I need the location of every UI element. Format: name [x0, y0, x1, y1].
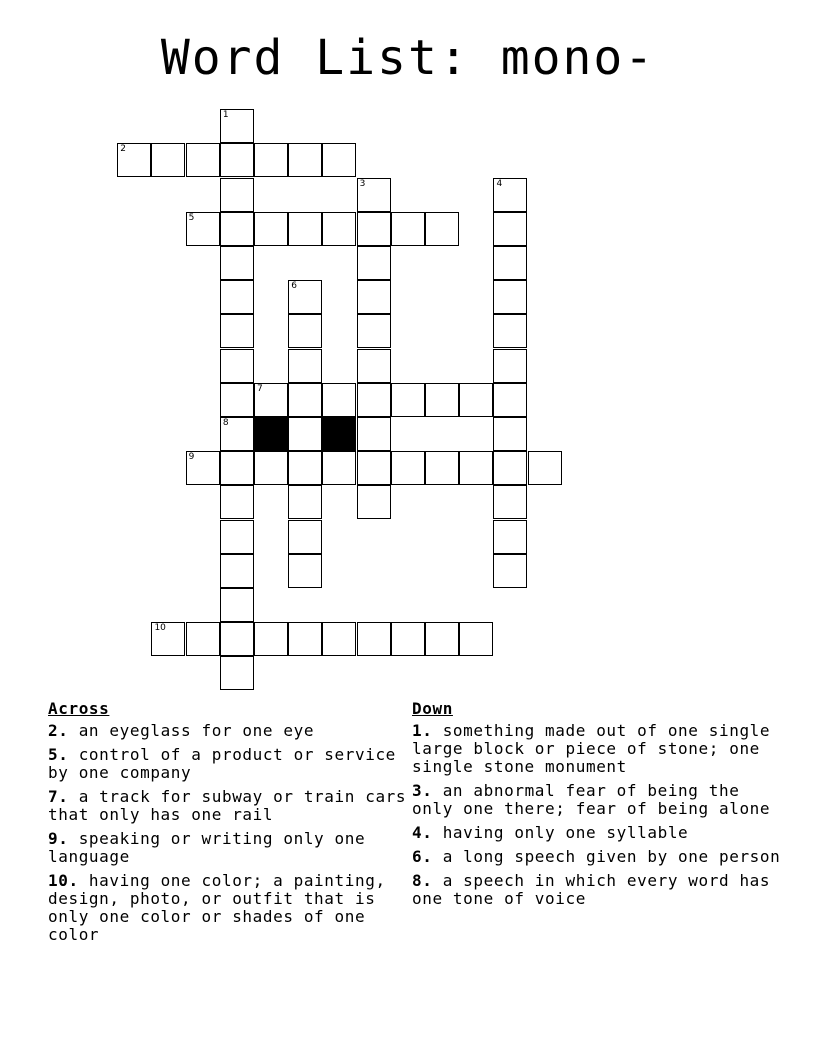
- grid-cell[interactable]: [493, 554, 527, 588]
- clue-text: something made out of one single large block or piece of stone; one single stone monument: [412, 721, 771, 776]
- grid-cell[interactable]: [254, 143, 288, 177]
- grid-cell[interactable]: [357, 383, 391, 417]
- clue-number-label: 9.: [48, 829, 69, 848]
- grid-cell[interactable]: [357, 178, 391, 212]
- clue-number: 3: [359, 178, 366, 189]
- grid-cell[interactable]: [220, 314, 254, 348]
- down-clue: [412, 824, 782, 842]
- grid-cell[interactable]: [493, 280, 527, 314]
- clue-number-label: 5.: [48, 745, 69, 764]
- grid-cell[interactable]: [288, 485, 322, 519]
- page-title: Word List: mono-: [160, 30, 656, 86]
- across-clue-list: [48, 722, 408, 944]
- grid-cell[interactable]: [151, 622, 185, 656]
- grid-cell[interactable]: [425, 622, 459, 656]
- grid-cell[interactable]: [220, 485, 254, 519]
- across-clue: [48, 872, 408, 944]
- grid-cell[interactable]: [357, 280, 391, 314]
- grid-cell[interactable]: [288, 314, 322, 348]
- down-clue: [412, 722, 782, 776]
- grid-cell[interactable]: [288, 520, 322, 554]
- black-cell: [322, 417, 356, 451]
- clue-number: 1: [222, 110, 229, 121]
- grid-cell[interactable]: [220, 349, 254, 383]
- grid-cell[interactable]: [254, 212, 288, 246]
- grid-cell[interactable]: [288, 554, 322, 588]
- grid-cell[interactable]: [254, 622, 288, 656]
- grid-cell[interactable]: [528, 451, 562, 485]
- black-cell: [254, 417, 288, 451]
- down-heading: Down: [412, 699, 453, 718]
- grid-cell[interactable]: [220, 417, 254, 451]
- grid-cell[interactable]: [322, 212, 356, 246]
- grid-cell[interactable]: [220, 178, 254, 212]
- clue-number: 10: [154, 623, 166, 634]
- clue-text: control of a product or service by one company: [48, 745, 396, 782]
- grid-cell[interactable]: [220, 451, 254, 485]
- grid-cell[interactable]: [117, 143, 151, 177]
- grid-cell[interactable]: [391, 622, 425, 656]
- grid-cell[interactable]: [357, 349, 391, 383]
- grid-cell[interactable]: [322, 451, 356, 485]
- grid-cell[interactable]: [493, 314, 527, 348]
- clue-text: a long speech given by one person: [432, 847, 781, 866]
- across-clue: [48, 746, 408, 782]
- grid-cell[interactable]: [288, 622, 322, 656]
- grid-cell[interactable]: [459, 383, 493, 417]
- across-heading: Across: [48, 699, 110, 718]
- grid-cell[interactable]: [220, 656, 254, 690]
- across-clue: [48, 788, 408, 824]
- clue-number-label: 3.: [412, 781, 433, 800]
- grid-cell[interactable]: [254, 451, 288, 485]
- grid-cell[interactable]: [288, 451, 322, 485]
- grid-cell[interactable]: [493, 383, 527, 417]
- grid-cell[interactable]: [220, 588, 254, 622]
- grid-cell[interactable]: [288, 143, 322, 177]
- grid-cell[interactable]: [357, 417, 391, 451]
- grid-cell[interactable]: [357, 485, 391, 519]
- grid-cell[interactable]: [288, 212, 322, 246]
- grid-cell[interactable]: [391, 383, 425, 417]
- clue-number-label: 1.: [412, 721, 433, 740]
- grid-cell[interactable]: [288, 280, 322, 314]
- grid-cell[interactable]: [425, 212, 459, 246]
- grid-cell[interactable]: [493, 246, 527, 280]
- grid-cell[interactable]: [357, 314, 391, 348]
- grid-cell[interactable]: [288, 383, 322, 417]
- grid-cell[interactable]: [493, 349, 527, 383]
- grid-cell[interactable]: [220, 143, 254, 177]
- grid-cell[interactable]: [459, 451, 493, 485]
- down-clue: [412, 872, 782, 908]
- across-clues: [48, 700, 408, 950]
- grid-cell[interactable]: [220, 109, 254, 143]
- down-clues: [412, 700, 782, 914]
- grid-cell[interactable]: [220, 246, 254, 280]
- grid-cell[interactable]: [493, 417, 527, 451]
- clue-number: 4: [496, 178, 503, 189]
- grid-cell[interactable]: [288, 349, 322, 383]
- grid-cell[interactable]: [493, 212, 527, 246]
- grid-cell[interactable]: [357, 622, 391, 656]
- grid-cell[interactable]: [186, 143, 220, 177]
- grid-cell[interactable]: [357, 451, 391, 485]
- grid-cell[interactable]: [220, 622, 254, 656]
- grid-cell[interactable]: [220, 554, 254, 588]
- grid-cell[interactable]: [391, 212, 425, 246]
- grid-cell[interactable]: [391, 451, 425, 485]
- grid-cell[interactable]: [186, 451, 220, 485]
- grid-cell[interactable]: [151, 143, 185, 177]
- grid-cell[interactable]: [493, 520, 527, 554]
- clue-number-label: 10.: [48, 871, 79, 890]
- grid-cell[interactable]: [459, 622, 493, 656]
- clue-number: 5: [188, 212, 195, 223]
- grid-cell[interactable]: [220, 383, 254, 417]
- grid-cell[interactable]: [220, 280, 254, 314]
- grid-cell[interactable]: [322, 383, 356, 417]
- clue-number: 8: [222, 418, 229, 429]
- clue-number: 7: [257, 383, 263, 394]
- grid-cell[interactable]: [288, 417, 322, 451]
- clue-number-label: 4.: [412, 823, 433, 842]
- clue-number-label: 6.: [412, 847, 433, 866]
- grid-cell[interactable]: [254, 383, 288, 417]
- grid-cell[interactable]: [425, 451, 459, 485]
- grid-cell[interactable]: [357, 246, 391, 280]
- clue-text: having one color; a painting, design, photo, or outfit that is only one color or shades of one color: [48, 871, 386, 944]
- down-clue: [412, 848, 782, 866]
- clue-text: an eyeglass for one eye: [68, 721, 315, 740]
- clue-number-label: 2.: [48, 721, 69, 740]
- clue-number: 9: [188, 452, 195, 463]
- clue-number: 2: [120, 144, 126, 155]
- clue-text: having only one syllable: [432, 823, 689, 842]
- clue-text: a speech in which every word has one tone of voice: [412, 871, 771, 908]
- clue-text: a track for subway or train cars that only has one rail: [48, 787, 407, 824]
- clue-number-label: 8.: [412, 871, 433, 890]
- clue-text: an abnormal fear of being the only one there; fear of being alone: [412, 781, 771, 818]
- down-clue: [412, 782, 782, 818]
- grid-cell[interactable]: [220, 520, 254, 554]
- grid-cell[interactable]: [322, 622, 356, 656]
- grid-cell[interactable]: [322, 143, 356, 177]
- down-clue-list: [412, 722, 782, 908]
- grid-cell[interactable]: [186, 212, 220, 246]
- clue-text: speaking or writing only one language: [48, 829, 366, 866]
- grid-cell[interactable]: [425, 383, 459, 417]
- grid-cell[interactable]: [186, 622, 220, 656]
- grid-cell[interactable]: [493, 451, 527, 485]
- grid-cell[interactable]: [493, 178, 527, 212]
- across-clue: [48, 830, 408, 866]
- across-clue: [48, 722, 408, 740]
- clue-number: 6: [291, 281, 297, 292]
- grid-cell[interactable]: [357, 212, 391, 246]
- clue-number-label: 7.: [48, 787, 69, 806]
- grid-cell[interactable]: [493, 485, 527, 519]
- grid-cell[interactable]: [220, 212, 254, 246]
